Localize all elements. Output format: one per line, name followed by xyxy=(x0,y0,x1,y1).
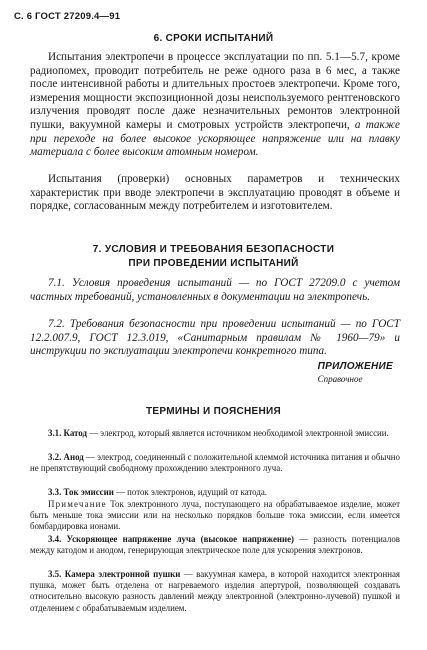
appendix-subtitle: Справочное xyxy=(317,374,363,384)
term-3-5-name: 3.5. Камера электронной пушки xyxy=(48,569,181,579)
section-6-p1-text: Испытания электропечи в процессе эксплуатации по пп. 5.1—5.7, кроме радиопомех, проводит потребитель не реже одного раза в 6 мес, а также после интенсивной работы и длительных простоев электропечи. Кроме того, измерения мощности экспозиционной дозы неиспользуемого рентгеновского излучения проводят после даже незначительных ремонтов электронной пушки, вакуумной камеры и смотровых устройств электропечи, xyxy=(30,51,400,131)
appendix-label xyxy=(318,361,393,384)
section-7-paragraph-7-2: 7.2. Требования безопасности при проведении испытаний — по ГОСТ 12.2.007.9, ГОСТ 12.3.019, «Санитарным правилам № 1960—79» и инструкции по эксплуатации электропечи конкретного типа. xyxy=(30,318,400,358)
term-3-4-definition: — разность потенциалов между катодом и анодом, генерирующая электрическое поле для ускорения электронов. xyxy=(30,534,400,556)
section-7-title-line-1: 7. УСЛОВИЯ И ТРЕБОВАНИЯ БЕЗОПАСНОСТИ xyxy=(92,244,335,255)
term-3-5-definition: — вакуумная камера, в которой находится электронная пушка, может быть отделена от нагреваемого изделия апертурой, позволяющей создавать относительно высокую разность давлений между электронной (электронно-лучевой) пушкой и отделением с обрабатываемым изделием. xyxy=(30,569,400,613)
term-3-5 xyxy=(30,569,400,614)
term-3-2 xyxy=(30,452,400,474)
note-text: Ток электронного луча, поступающего на обрабатываемое изделие, может быть меньше тока эмиссии или на несколько порядков больше тока эмиссии, если имеется бомбардировка ионами. xyxy=(30,499,400,532)
term-3-3-definition: — поток электронов, идущий от катода. xyxy=(113,487,268,497)
page-header: С. 6 ГОСТ 27209.4—91 xyxy=(14,11,121,22)
term-3-2-name: 3.2. Анод xyxy=(48,452,84,462)
section-7-paragraph-7-1: 7.1. Условия проведения испытаний — по ГОСТ 27209.0 с учетом частных требований, установленных в документации на электропечь. xyxy=(30,277,400,303)
term-3-4-name: 3.4. Ускоряющее напряжение луча (высокое напряжение) xyxy=(48,534,295,544)
section-6-title: 6. СРОКИ ИСПЫТАНИЙ xyxy=(153,33,274,44)
section-6-paragraph-2: Испытания (проверки) основных параметров и технических характеристик при вводе электропечи в эксплуатацию проводят в объеме и порядке, согласованным между потребителем и изготовителем. xyxy=(30,173,400,213)
term-3-3 xyxy=(30,487,400,498)
term-3-1-name: 3.1. Катод xyxy=(48,428,87,438)
section-7-title-line-2: ПРИ ПРОВЕДЕНИИ ИСПЫТАНИЙ xyxy=(128,258,299,269)
term-3-1-definition: — электрод, который является источником необходимой электронной эмиссии. xyxy=(86,428,389,438)
section-6-p1-italic: а также при переходе на более высокое ускоряющее напряжение или на плавку материала с более высоким атомным номером. xyxy=(30,118,400,159)
section-6-paragraph-1 xyxy=(30,51,400,160)
note-label: Примечание xyxy=(48,499,107,509)
term-3-2-definition: — электрод, соединенный с положительной клеммой источника питания и обычно не препятствующий свободному прохождению электронного луча. xyxy=(30,452,400,474)
terms-title: ТЕРМИНЫ И ПОЯСНЕНИЯ xyxy=(145,406,282,417)
term-3-3-name: 3.3. Ток эмиссии xyxy=(48,487,114,497)
term-3-1 xyxy=(30,428,400,439)
appendix-title: ПРИЛОЖЕНИЕ xyxy=(317,361,393,372)
term-note xyxy=(30,499,400,533)
term-3-4 xyxy=(30,534,400,556)
